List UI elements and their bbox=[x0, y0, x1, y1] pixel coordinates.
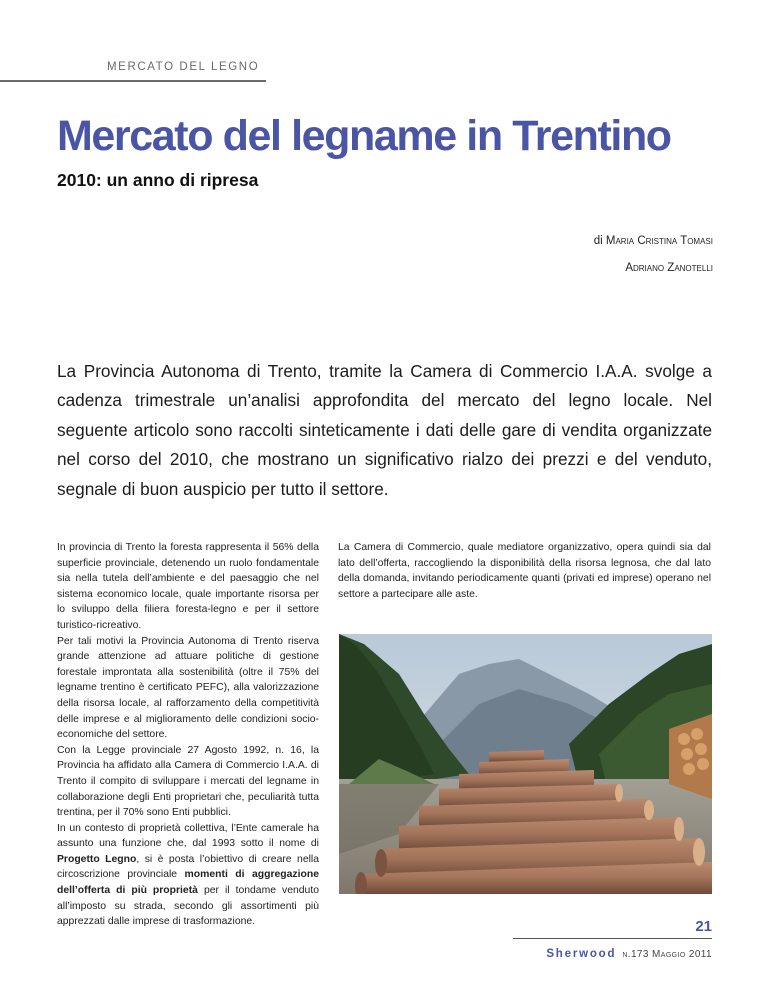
author-name: Maria Cristina Tomasi bbox=[605, 235, 713, 247]
text-run: In un contesto di proprietà collettiva, l’Ente camerale ha assunto una funzione che, dal 1993 sotto il nome di bbox=[57, 822, 319, 850]
bold-term: Progetto Legno bbox=[57, 853, 137, 865]
page-number: 21 bbox=[695, 918, 712, 935]
lead-paragraph: La Provincia Autonoma di Trento, tramite la Camera di Commercio I.A.A. svolge a cadenza trimestrale un’analisi approfondita del mercato del legno locale. Nel seguente articolo sono raccolti sinteticamente i dati delle gare di vendita organizzate nel corso del 2010, che mostrano un significativo rialzo dei prezzi e del venduto, segnale di buon auspicio per tutto il settore. bbox=[57, 361, 712, 499]
footer-issue-line bbox=[546, 948, 712, 960]
section-rule bbox=[0, 80, 266, 82]
body-paragraph: In provincia di Trento la foresta rappresenta il 56% della superficie provinciale, detenendo un ruolo fondamentale sia nella tutela dell’ambiente e del paesaggio che nel sistema economico locale, quale importante risorsa per lo sviluppo della filiera foresta-legno e per il settore turistico-ricreativo. bbox=[57, 542, 319, 631]
article-subtitle: 2010: un anno di ripresa bbox=[57, 170, 259, 190]
text-run: , si è posta l’obiettivo di creare nella circoscrizione provinciale bbox=[57, 853, 319, 881]
article-title: Mercato del legname in Trentino bbox=[57, 112, 671, 160]
byline-author-1 bbox=[594, 235, 713, 247]
body-paragraph: Per tali motivi la Provincia Autonoma di Trento riserva grande attenzione ad attuare politiche di gestione forestale improntata alla sostenibilità (oltre il 75% del legname trentino è certificato PEFC), alla valorizzazione della risorsa locale, al rafforzamento della competitività delle imprese e al miglioramento delle condizioni socio-economiche del settore. bbox=[57, 635, 319, 741]
magazine-name: Sherwood bbox=[546, 948, 617, 960]
bold-term: momenti di aggregazione dell’offerta di più proprietà bbox=[57, 869, 319, 897]
body-paragraph: Con la Legge provinciale 27 Agosto 1992, n. 16, la Provincia ha affidato alla Camera di Commercio I.A.A. di Trento il compito di sviluppare i mercati del legname in collaborazione degli Enti proprietari che, peculiarità tutta trentina, per il 70% sono Enti pubblici. bbox=[57, 744, 319, 819]
byline-prefix: di bbox=[593, 235, 603, 247]
body-column-left bbox=[57, 540, 319, 930]
issue-info: n.173 Maggio 2011 bbox=[622, 949, 712, 960]
body-column-right bbox=[338, 540, 711, 602]
section-label: MERCATO DEL LEGNO bbox=[107, 61, 260, 73]
author-name: Adriano Zanotelli bbox=[625, 262, 713, 274]
text-run: per il tondame venduto all’imposto su strada, secondo gli assortimenti più apprezzati dalle imprese di trasformazione. bbox=[57, 885, 319, 928]
footer-rule bbox=[513, 938, 712, 939]
byline-author-2 bbox=[625, 262, 713, 274]
body-paragraph bbox=[57, 821, 319, 930]
body-paragraph: La Camera di Commercio, quale mediatore organizzativo, opera quindi sia dal lato dell’offerta, raccogliendo la disponibilità della risorsa legnosa, che dal lato della domanda, invitando periodicamente quanti (privati ed imprese) operano nel settore a partecipare alle aste. bbox=[338, 542, 711, 600]
log-yard-photo bbox=[339, 634, 712, 894]
